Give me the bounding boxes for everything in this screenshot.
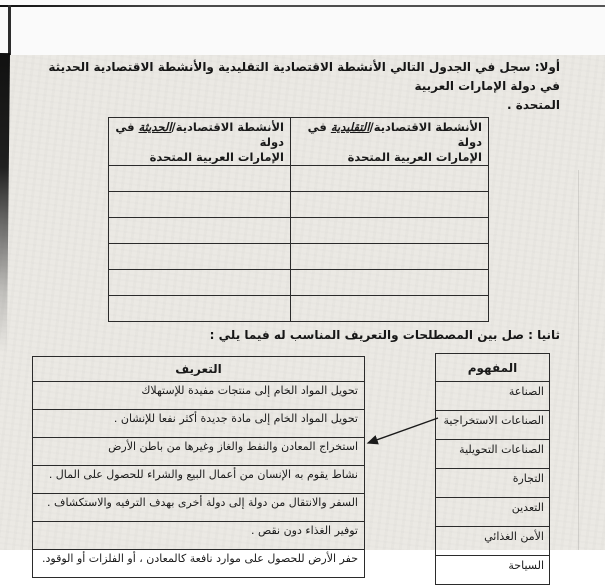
definition-cell: تحويل المواد الخام إلى منتجات مفيدة للإستهلاك <box>33 382 365 410</box>
definition-cell: السفر والانتقال من دولة إلى دولة أخرى بهدف الترفيه والاستكشاف . <box>33 494 365 522</box>
empty-answer-row <box>109 296 489 322</box>
worksheet-page <box>0 55 605 572</box>
answer-cell[interactable] <box>291 270 489 296</box>
answer-cell[interactable] <box>109 270 291 296</box>
modern-activities-header <box>109 118 291 166</box>
definitions-header: التعريف <box>33 357 365 382</box>
definition-cell: تحويل المواد الخام إلى مادة جديدة أكثر نفعا للإنشان . <box>33 410 365 438</box>
empty-answer-row <box>109 244 489 270</box>
definition-row <box>33 466 365 494</box>
definition-row <box>33 438 365 466</box>
definition-row <box>33 522 365 550</box>
answer-cell[interactable] <box>109 244 291 270</box>
empty-answer-row <box>109 218 489 244</box>
concept-row <box>436 411 550 440</box>
definitions-header-row <box>33 357 365 382</box>
definition-cell: توفير الغذاء دون نقص . <box>33 522 365 550</box>
traditional-activities-header <box>291 118 489 166</box>
answer-cell[interactable] <box>291 244 489 270</box>
answer-cell[interactable] <box>109 166 291 192</box>
section1-instruction-line1: أولا: سجل في الجدول التالي الأنشطة الاقتصادية التقليدية والأنشطة الاقتصادية الحديثة في دولة الإمارات العربية <box>48 60 560 93</box>
concept-cell: التعدين <box>436 498 550 527</box>
concepts-table <box>435 353 550 585</box>
page-fold-line <box>578 170 579 550</box>
activities-header-row <box>109 118 489 166</box>
concept-cell: الأمن الغذائي <box>436 527 550 556</box>
concept-row <box>436 527 550 556</box>
header-prefix: الأنشطة الاقتصادية/ <box>171 120 284 134</box>
header-keyword-traditional: التقليدية <box>330 120 370 134</box>
definition-cell: حفر الأرض للحصول على موارد نافعة كالمعادن ، أو الفلزات أو الوقود. <box>33 550 365 578</box>
header-keyword-modern: الحديثة <box>138 120 172 134</box>
matching-arrow <box>358 405 442 451</box>
concept-row <box>436 498 550 527</box>
concept-cell: التجارة <box>436 469 550 498</box>
scan-top-edge-line <box>0 5 605 7</box>
concept-row <box>436 469 550 498</box>
concept-cell: الصناعات الاستخراجية <box>436 411 550 440</box>
definition-cell: نشاط يقوم به الإنسان من أعمال البيع والشراء للحصول على المال . <box>33 466 365 494</box>
empty-answer-row <box>109 166 489 192</box>
answer-cell[interactable] <box>109 218 291 244</box>
definition-row <box>33 410 365 438</box>
concept-cell: الصناعات التحويلية <box>436 440 550 469</box>
concepts-header: المفهوم <box>436 354 550 382</box>
section1-instruction <box>40 58 560 115</box>
concepts-header-row <box>436 354 550 382</box>
header-suffix: في دولة <box>307 120 482 149</box>
concept-row <box>436 382 550 411</box>
empty-answer-row <box>109 192 489 218</box>
section2-instruction: ثانيا : صل بين المصطلحات والتعريف المناسب له فيما يلي : <box>209 328 560 342</box>
concept-row <box>436 556 550 585</box>
activities-table <box>108 117 489 322</box>
answer-cell[interactable] <box>109 192 291 218</box>
header-prefix: الأنشطة الاقتصادية/ <box>369 120 482 134</box>
concept-row <box>436 440 550 469</box>
answer-cell[interactable] <box>291 192 489 218</box>
concept-cell: الصناعة <box>436 382 550 411</box>
answer-cell[interactable] <box>291 218 489 244</box>
answer-cell[interactable] <box>291 166 489 192</box>
header-suffix: في دولة <box>115 120 284 149</box>
answer-cell[interactable] <box>291 296 489 322</box>
concept-cell: السياحة <box>436 556 550 585</box>
section1-instruction-line2: المتحدة . <box>507 98 560 112</box>
definition-row <box>33 382 365 410</box>
definition-cell: استخراج المعادن والنفط والغاز وغيرها من باطن الأرض <box>33 438 365 466</box>
empty-answer-row <box>109 270 489 296</box>
header-line2: الإمارات العربية المتحدة <box>347 150 482 164</box>
definitions-table <box>32 356 365 578</box>
header-line2: الإمارات العربية المتحدة <box>149 150 284 164</box>
scan-shadow-band <box>0 53 10 353</box>
definition-row <box>33 494 365 522</box>
scan-left-edge-line <box>8 5 11 57</box>
definition-row <box>33 550 365 578</box>
answer-cell[interactable] <box>109 296 291 322</box>
